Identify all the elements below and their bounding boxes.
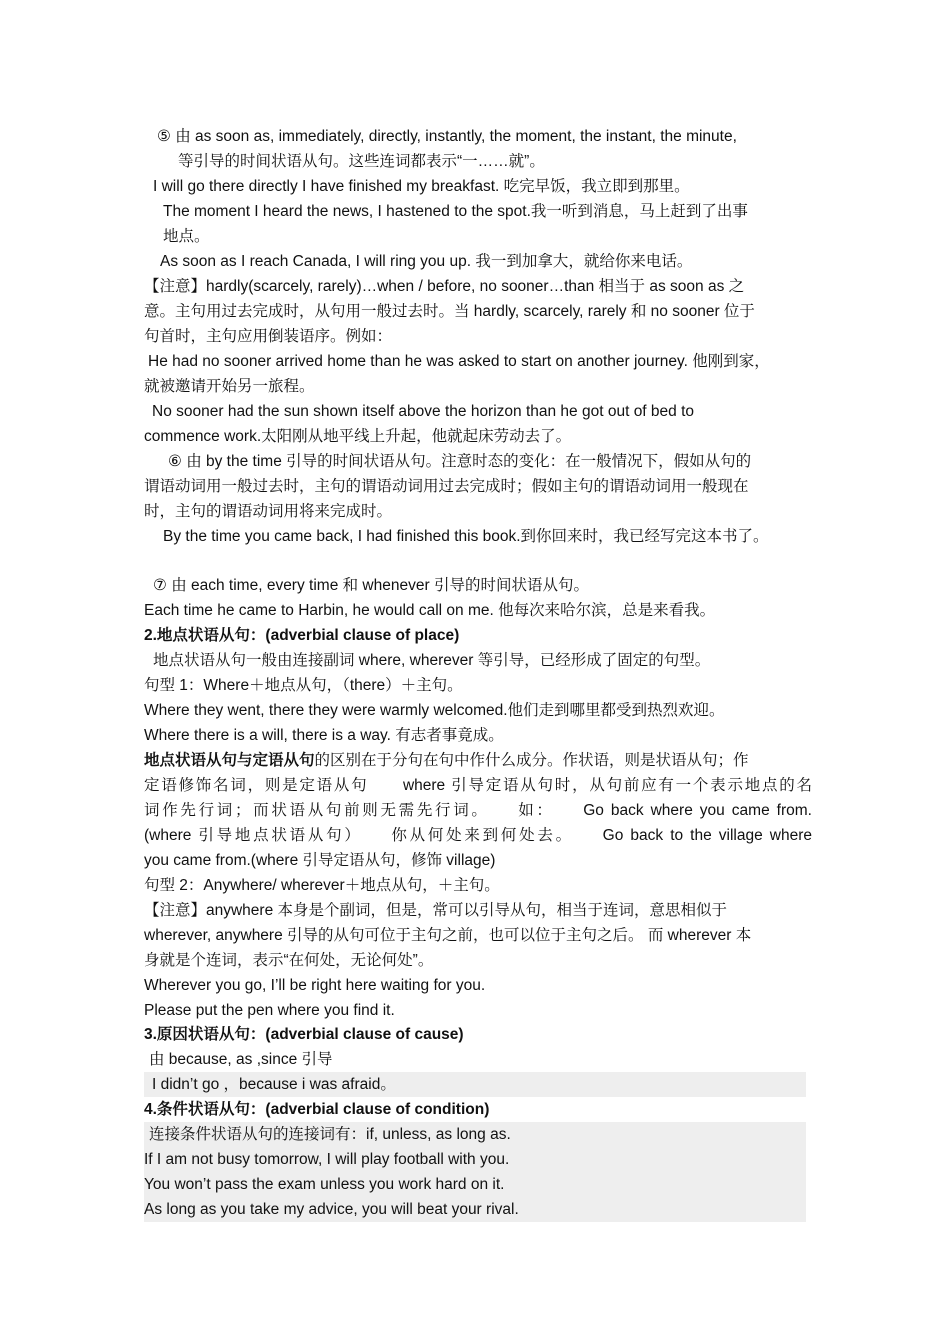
note-hardly-line3: 句首时，主句应用倒装语序。例如： <box>144 328 393 345</box>
cause-example <box>144 1072 806 1097</box>
place-difference-rest: 的区别在于分句在句中作什么成分。作状语，则是状语从句；作 <box>314 752 749 769</box>
condition-example-unless: You won’t pass the exam unless you work hard on it. <box>144 1172 806 1197</box>
example-moment-line2: 地点。 <box>163 228 210 245</box>
place-example-wherever: Wherever you go, I’ll be right here waiting for you. <box>144 977 486 994</box>
section-heading-cause: 3.原因状语从句：(adverbial clause of cause) <box>144 1026 464 1043</box>
condition-intro <box>144 1122 806 1147</box>
example-moment-line1: The moment I heard the news, I hastened to the spot.我一听到消息，马上赶到了出事 <box>163 203 748 220</box>
item6-line1: ⑥ 由 by the time 引导的时间状语从句。注意时态的变化：在一般情况下，假如从句的 <box>168 453 752 470</box>
condition-example-if: If I am not busy tomorrow, I will play football with you. <box>144 1147 806 1172</box>
place-difference-line4: (where 引导地点状语从句） 你从何处来到何处去。 Go back to the village where <box>144 827 812 844</box>
place-note-line1: 【注意】anywhere 本身是个副词，但是，常可以引导从句，相当于连词，意思相似于 <box>144 902 728 919</box>
place-difference-line5: you came from.(where 引导定语从句，修饰 village) <box>144 852 496 869</box>
note-hardly-line2: 意。主句用过去完成时，从句用一般过去时。当 hardly, scarcely, rarely 和 no sooner 位于 <box>144 303 755 320</box>
example-sun-line2: commence work.太阳刚从地平线上升起，他就起床劳动去了。 <box>144 428 572 445</box>
item5-line1: ⑤ 由 as soon as, immediately, directly, instantly, the moment, the instant, the minute, <box>157 128 737 145</box>
example-by-the-time: By the time you came back, I had finished this book.到你回来时，我已经写完这本书了。 <box>163 528 769 545</box>
example-no-sooner-line1: He had no sooner arrived home than he was asked to start on another journey. 他刚到家， <box>148 353 770 370</box>
example-directly: I will go there directly I have finished my breakfast. 吃完早饭，我立即到那里。 <box>153 178 690 195</box>
example-sun-line1: No sooner had the sun shown itself above the horizon than he got out of bed to <box>152 403 695 420</box>
place-note-line3: 身就是个连词，表示“在何处，无论何处”。 <box>144 952 434 969</box>
example-each-time: Each time he came to Harbin, he would call on me. 他每次来哈尔滨，总是来看我。 <box>144 602 716 619</box>
place-note-line2: wherever, anywhere 引导的从句可位于主句之前，也可以位于主句之后。 而 wherever 本 <box>144 927 752 944</box>
place-example-where-they-went: Where they went, there they were warmly welcomed.他们走到哪里都受到热烈欢迎。 <box>144 702 725 719</box>
place-example-will-way: Where there is a will, there is a way. 有志者事竟成。 <box>144 727 504 744</box>
place-pattern2: 句型 2：Anywhere/ wherever＋地点从句，＋主句。 <box>144 877 500 894</box>
example-no-sooner-line2: 就被邀请开始另一旅程。 <box>144 378 315 395</box>
section-heading-place: 2.地点状语从句：(adverbial clause of place) <box>144 627 460 644</box>
cause-intro: 由 because, as ,since 引导 <box>149 1051 333 1068</box>
place-example-pen: Please put the pen where you find it. <box>144 1002 395 1019</box>
example-as-soon-as: As soon as I reach Canada, I will ring you up. 我一到加拿大，就给你来电话。 <box>160 253 693 270</box>
item5-line2: 等引导的时间状语从句。这些连词都表示“一……就”。 <box>178 153 545 170</box>
place-difference-line3: 词作先行词；而状语从句前则无需先行词。 如： Go back where you came from. <box>144 802 812 819</box>
section-heading-condition: 4.条件状语从句：(adverbial clause of condition) <box>144 1101 490 1118</box>
place-difference-line1 <box>144 748 812 773</box>
condition-example-as-long-as: As long as you take my advice, you will beat your rival. <box>144 1197 806 1222</box>
place-difference-line2: 定语修饰名词，则是定语从句 where 引导定语从句时，从句前应有一个表示地点的名 <box>144 777 812 794</box>
condition-intro-text: 连接条件状语从句的连接词有：if, unless, as long as. <box>149 1126 511 1143</box>
place-pattern1: 句型 1：Where＋地点从句，（there）＋主句。 <box>144 677 463 694</box>
note-hardly-line1: 【注意】hardly(scarcely, rarely)…when / before, no sooner…than 相当于 as soon as 之 <box>144 278 745 295</box>
item6-line3: 时，主句的谓语动词用将来完成时。 <box>144 503 393 520</box>
place-difference-bold: 地点状语从句与定语从句 <box>144 752 315 769</box>
item7: ⑦ 由 each time, every time 和 whenever 引导的时间状语从句。 <box>153 577 589 594</box>
item6-line2: 谓语动词用一般过去时，主句的谓语动词用过去完成时；假如主句的谓语动词用一般现在 <box>144 478 749 495</box>
place-intro: 地点状语从句一般由连接副词 where, wherever 等引导，已经形成了固定的句型。 <box>153 652 711 669</box>
cause-example-text: I didn’t go ，because i was afraid。 <box>152 1076 396 1093</box>
